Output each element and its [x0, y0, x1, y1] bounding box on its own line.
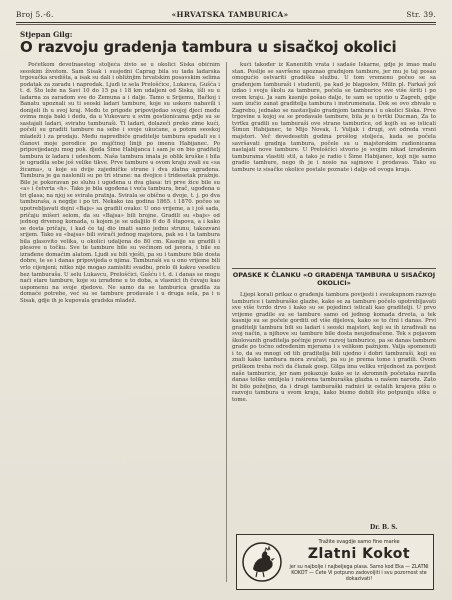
article-body-right: kući također iz Kanenitih vrata i sadaše Iskarne, gdje je imao malu stan. Poslije se savršeno upoznao gradnjom tambure, jer mu je taj posao omogućio ostvariti gradišku službu. U tom vremenu počeo se sa građenjem tamburaši i studenti, pa kad je blagoslov, Milin pl. Farkaš još izdao i svoju školu za tambure, počela se tamburice sve više širiti i po ovom kraju. Ja sam kasnije pošao dalje, te sam se uputio u Zagreb, gdje sam izučio zanat graditelja tambura i instrumenata. Dok se ovo zbivalo u Zagrebu, jednako se nastavljalo gradnjom tambura i u okolici Siska. Prve trgovine u kojoj su se prodavale tambure, bila je u tvrtki Ducman, Za to tvrtku gradili su tamburaši ove strane tamburice, od kojih su se isticali Šimun Habijanec, te Mijo Novak, I. Vuljak i drugi, svi odreda vrsni majstori. Več devedesetih godina prošlog stoljeća, kada se počela savršavati gradnja tambura, počele su u majstorskim radionicama nastajati nove tambure. U Prelošćici stvorio je svojim nikad izrađenim tamburama vlastiti stil, a tako je radio i Šime Habijanec, koji nije samo gradio tambure, nego ih je i nosio na sajmove i prodavao. Tako su tambure iz sisačke okolice postale poznate i dalje od ovoga kraja. [232, 62, 436, 173]
page-header [16, 10, 436, 19]
article-title: O razvoju gradenja tambura u sisačkoj okolici [20, 38, 397, 56]
page-number: Str. 39. [406, 10, 436, 19]
response-signature: Dr. B. S. [370, 524, 398, 531]
article-body-left: Početkom devetnaestog stoljeća živio se u okolici Siska običnim seoskim životom. Sam Sisak i susjedni Caprag bila su tada ladarska trgovačka središta, a isak su dali i obližnjim hrvatskim posavskim selima podatak za zaradu i napredak. Ljudi iz sela Prelošćice, Lukavca, Gušća i t. d. Što leže na Savi 10 do 15 pa i 18 km udaljeni od Siska, išli su u ladarna za zaradom sve do Zemuna a i dalje. Tamo u Srijemu, Bačkoj i Banatu upoznali su ti seoski ladari tambure, koje su uskoro nabavili i donijeli ih u svoj kraj. Među te prigode pripovijedao svojoj djeci među ovima moja baki i dedu, da u Vukovaru u svim gostionicama gdje su se sastajali ladari, svirahu tamburaši. Ti ladari, dolazeći preko zime kući, počeli su graditi tambure na sebe i svoje ukućane, a potom seoskoj mladeži i za prodaju. Među napredbiče graditelje tambura spadali su i članovi moje porodice po majčinoj liniji po imenu Habijanec. Po pripovijedanju mog pok. djeda Šime Habijanca i sam je on bio graditelj tambura iz ladara i udeshom. Naša tambura imala je oblik kruške i bila je ugradila sebe još velike tikve. Prve tambure u ovom kraju zvali su «sa žicama», u koje su dvije zajedničke strune i dva zlatna ugradena. Tambura je ga naslonili su po tri strane: na dvojice i tridesetak pražnje. Bile je pokoravan po sluhu i ugođena u dva glasa: tri prve žice bile su «a» i četvrta «h». Tako je bila ugođena i veća tambura, brač, ugođena u tri glasa; na njoj se svirala pratnja. Svirala se obično u dvoje, t. j. po dva tamburaša, a negdje i po tri. Nekako iza godina 1865. i 1870. počeo se upotrebljavati dojni «Bajs» sa gradili ovako: U ono vrijeme, a i još sada, pričaju mišeri selom, da su «Bajsa» bili brojne. Gradili su «bajs» od jednog drvenog komada, u kojem je se udaljilo 6 do 8 štapova, a i kako se dosta pričaju, i kad će taj dio imati samo jednu strunu, takozvani srijem. Tako su «bajsa» bili svirači jednog majstora, pak su i ta tambura bila glasovito velika, u okolici udaljena do 80 cm. Kasnije su gradili i plesove u točku. Sve te tambure bile su većinom od javora, i bile su izrađene domaćim alatom. Ljudi su bili vješti, pa su i tambure bile dosta dobre, te se i danas pripovijeda o njima. Tamburaši su u ono vrijeme bili vrlo cijenjeni; nitko nije mogao zamisliti svadbu, prelo ili kakvu veselicu bez tamburaša. U selu Lukavcu, Prelošćici, Gušću i t. d. i danas se mogu naći stare tambure, koje su izrađene u to doba, a vlasnici ih čuvaju kao uspomenu na svoje djedove. Ne samo da se tamburica gradila za domaće potrebe, već su se tambure prodavale i u druga sela, pa i u Sisak, gdje ih je kupovala gradska mladež. [20, 62, 220, 304]
header-rule [16, 22, 436, 23]
header-rule-thin [16, 24, 436, 25]
issue-number: Broj 5.-6. [16, 10, 54, 19]
response-heading: OPASKE K ČLANKU «O GRAĐENJA TAMBURA U SISAČKOJ OKOLICI» [232, 271, 436, 287]
ad-brand-name: Zlatni Kokot [307, 546, 411, 562]
column-divider [226, 62, 227, 582]
response-body: Lijepi korali prikaz o građenju tambura povijesti i sveukupnom razvoju tamburice i tamburaške glazbe, kako se za tambure počelo upotrebljavati sve više tvrdo drvo i kako su se pojedinci isticali kao graditelji. U prvo vrijeme gradile su se tambure samo od jednog komada drveta, a tek kasnije su se počele gorditi od više dijelova, kako se to čini i danas. Prvi graditelji tambura bili su ladari i seoski majstori, koji su ih izrađivali na svoj način, a njihove su tambure bile dosta neujednačene. Tek s pojavom školovanih graditelja počinje pravi razvoj tamburice, pa se danas tambure grade po točno određenim mjerama i s velikom pažnjom. Valja spomenuti i to, da su mnogi od tih graditelja bili ujedno i dobri tamburaši, koji su znali kako tambura mora zvučati, pa su je prema tome i gradili. Ovom prilikom treba reći da članak gosp. Gilga ima veliku vrijednost za povijest naše tamburice, jer nam pokazuje kako se iz skromnih početaka razvila danas toliko omiljela i raširena tamburaška glazba u našem narodu. Zato bi bilo poželjno, da i drugi tamburaški radnici iz ostalih krajeva pišu o razvoju tambura u svom kraju, kako bismo dobili što potpuniju sliku o tome. [232, 292, 436, 403]
ad-body-text: jer su najbolje i najbeljega plasa. Samo kod Eka — ZLATNI KOKOT — Ćete Vi potpuno zadovoljiti i svu pozornost ste dokazivati! [289, 565, 429, 582]
article-author: Stjepan Gilg: [20, 30, 73, 39]
ad-tagline: Tražite svagdje samo fine marke [318, 539, 400, 545]
journal-title: «HRVATSKA TAMBURICA» [171, 10, 289, 19]
article-column-left [20, 62, 220, 590]
section-separator [232, 268, 436, 269]
article-column-right [232, 62, 436, 260]
advertisement-box [236, 534, 434, 590]
response-column [232, 292, 436, 526]
rooster-logo-icon [241, 541, 283, 583]
